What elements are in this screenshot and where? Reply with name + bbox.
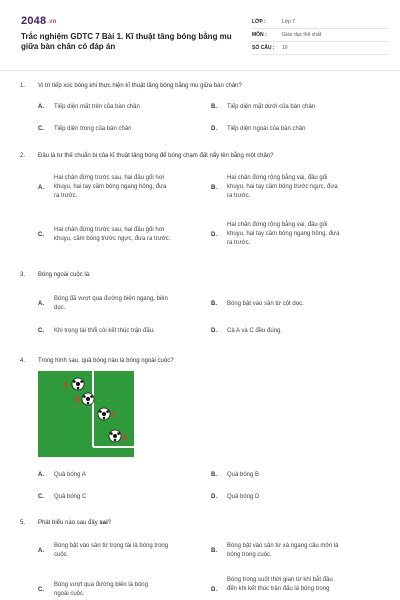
question-number: 5.	[20, 520, 26, 526]
option-text: Quả bóng B	[227, 472, 260, 478]
question-text-part: ?	[107, 520, 112, 526]
option-letter: A.	[38, 185, 44, 191]
option-text: Tiếp diện mặt dưới của bàn chân	[227, 104, 316, 110]
option-line: ra trước.	[227, 240, 251, 246]
header-divider	[0, 70, 400, 71]
option-a[interactable]	[38, 295, 208, 315]
option-letter: B.	[211, 104, 217, 110]
option-text	[54, 581, 206, 599]
option-text	[227, 576, 379, 594]
meta-key: LỚP :	[252, 19, 266, 25]
option-c[interactable]	[38, 581, 208, 600]
option-line: ra trước.	[227, 193, 251, 199]
logo-suffix: .vn	[47, 19, 57, 25]
option-line: Bóng đã vượt qua đường biên ngang, biên	[54, 296, 168, 302]
option-text	[54, 174, 206, 201]
option-letter: C.	[38, 126, 44, 132]
option-line: ngoài cuộc.	[54, 591, 85, 597]
question-text-emphasis: sai	[99, 520, 108, 526]
option-text	[227, 174, 379, 201]
question-number: 2.	[20, 153, 26, 159]
ball-b	[82, 393, 94, 405]
option-text: Tiếp diện mặt trên của bàn chân	[54, 104, 140, 110]
option-text: Cả A và C đều đúng.	[227, 328, 283, 334]
meta-value: 10	[282, 45, 288, 51]
option-text	[54, 295, 206, 313]
option-letter: A.	[38, 548, 44, 554]
option-text: Tiếp diện trong của bàn chân	[54, 126, 132, 132]
option-line: Bóng vượt qua đường biên là bóng	[54, 582, 148, 588]
option-line: Hai chân đứng trước sau, hai đầu gối hơi	[54, 175, 164, 181]
document-title: Trắc nghiệm GDTC 7 Bài 1. Kĩ thuật tâng bóng bằng mu giữa bàn chân có đáp án	[21, 32, 232, 51]
option-text: Bóng bật vào sân từ cột dọc.	[227, 301, 304, 307]
option-b[interactable]	[211, 174, 381, 204]
option-letter: A.	[38, 301, 44, 307]
option-line: Hai chân đứng rộng bằng vai, đầu gối	[227, 175, 328, 181]
option-d[interactable]	[211, 576, 381, 596]
option-line: Bóng trong suốt thời gian từ khi bắt đầu	[227, 577, 333, 583]
option-text: Quả bóng C	[54, 494, 87, 500]
option-text: Khi trọng tài thổi còi kết thúc trận đấu.	[54, 328, 155, 334]
option-line: đến khi kết thúc trận đấu là bóng trong	[227, 586, 330, 592]
option-line: bóng trong cuộc.	[227, 552, 272, 558]
option-line: Bóng bật vào sân từ trọng tài là bóng trong	[54, 543, 169, 549]
option-line: khuỵu, cầm bóng trước ngực, đưa ra trước.	[54, 236, 171, 242]
option-b[interactable]	[211, 542, 381, 562]
option-letter: C.	[38, 494, 44, 500]
option-line: dọc.	[54, 305, 66, 311]
question-number: 1.	[20, 83, 26, 89]
option-letter: A.	[38, 472, 44, 478]
document-header	[16, 12, 386, 64]
option-letter: D.	[211, 494, 217, 500]
option-text	[227, 221, 379, 248]
question-text: Bóng ngoài cuộc là:	[38, 272, 91, 278]
option-line: Bóng bật vào sân từ xà ngang cầu môn là	[227, 543, 339, 549]
option-text	[227, 542, 379, 560]
option-letter: D.	[211, 328, 217, 334]
option-line: Hai chân đứng rộng bằng vai, đầu gối	[227, 222, 328, 228]
option-a[interactable]	[38, 174, 208, 204]
option-letter: C.	[38, 328, 44, 334]
option-text	[54, 226, 206, 244]
site-logo[interactable]	[21, 15, 57, 27]
option-letter: B.	[211, 472, 217, 478]
meta-row-count	[252, 42, 388, 55]
logo-text: 2048	[21, 15, 47, 27]
option-line: ra trước.	[54, 193, 78, 199]
question-text-part: Phát biểu nào sau đây	[38, 520, 100, 526]
ball-a	[72, 378, 84, 390]
question-text: Trong hình sau, quả bóng nào là bóng ngoài cuộc?	[38, 358, 174, 364]
option-line: khuỵu, hai tay cầm bóng ngang hông, đưa	[54, 184, 167, 190]
football-pitch-figure	[38, 371, 134, 457]
meta-row-class	[252, 16, 388, 29]
option-text: Quả bóng A	[54, 472, 86, 478]
option-letter: D.	[211, 232, 217, 238]
meta-key: SỐ CÂU :	[252, 45, 275, 51]
option-c[interactable]	[38, 226, 208, 246]
option-letter: A.	[38, 104, 44, 110]
ball-d	[109, 430, 121, 442]
option-letter: B.	[211, 548, 217, 554]
question-text: Vị trí tiếp xúc bóng khi thực hiện kĩ thuật tâng bóng bằng mu giữa bàn chân?	[38, 83, 242, 89]
option-letter: D.	[211, 126, 217, 132]
option-text: Quả bóng D	[227, 494, 260, 500]
question-text	[38, 519, 368, 528]
ball-label-a: A	[63, 382, 69, 389]
meta-key: MÔN :	[252, 32, 267, 38]
ball-c	[98, 408, 110, 420]
question-text: Đâu là tư thế chuẩn bị của kĩ thuật tâng bóng để bóng chạm đất nẩy lên bằng một chân?	[38, 153, 274, 159]
option-letter: D.	[211, 587, 217, 593]
option-letter: C.	[38, 587, 44, 593]
meta-value: Giáo dục thể chất	[282, 32, 322, 38]
option-text	[54, 542, 206, 560]
option-text: Tiếp diện ngoài của bàn chân	[227, 126, 306, 132]
question-number: 4.	[20, 358, 26, 364]
meta-table	[252, 16, 388, 55]
ball-label-d: D	[122, 435, 128, 442]
option-line: khuỵu, hai tay cầm bóng trước ngực, đưa	[227, 184, 338, 190]
option-line: cuộc.	[54, 552, 69, 558]
option-letter: B.	[211, 301, 217, 307]
option-line: Hai chân đứng trước sau, hai đầu gối hơi	[54, 227, 164, 233]
option-d[interactable]	[211, 221, 381, 251]
option-letter: B.	[211, 185, 217, 191]
option-a[interactable]	[38, 542, 208, 562]
question-number: 3.	[20, 272, 26, 278]
option-letter: C.	[38, 232, 44, 238]
meta-value: Lớp 7	[282, 19, 296, 25]
pitch-background	[38, 371, 134, 457]
ball-label-c: C	[111, 412, 117, 419]
option-line: khuỵu, hai tay cầm bóng ngang hông, đưa	[227, 231, 340, 237]
meta-row-subject	[252, 29, 388, 42]
ball-label-b: B	[75, 397, 81, 404]
